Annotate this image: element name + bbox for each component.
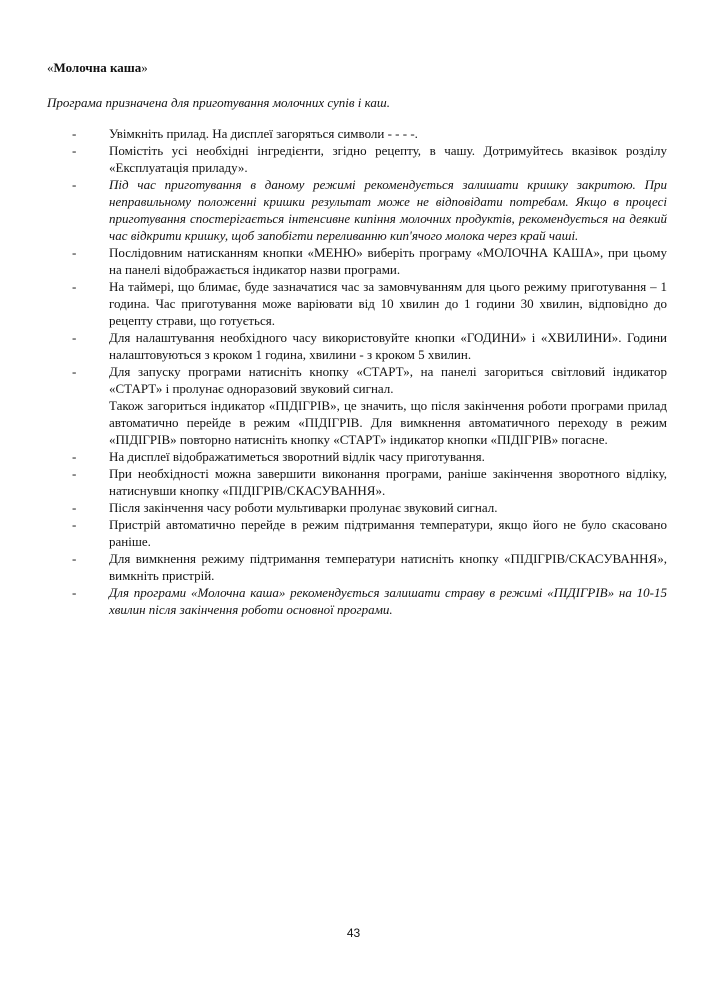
bullet-dash: -	[72, 449, 77, 464]
list-item-text: Для вимкнення режиму підтримання температури натисніть кнопку «ПІДІГРІВ/СКАСУВАННЯ», вимкніть пристрій.	[109, 551, 667, 583]
bullet-dash: -	[72, 585, 77, 600]
bullet-dash: -	[72, 245, 77, 260]
bullet-dash: -	[72, 364, 77, 379]
list-item	[72, 516, 667, 550]
list-item	[72, 142, 667, 176]
bullet-dash: -	[72, 126, 77, 141]
intro-text: Програма призначена для приготування молочних супів і каш.	[47, 95, 390, 110]
list-item-text: Послідовним натисканням кнопки «МЕНЮ» виберіть програму «МОЛОЧНА КАША», при цьому на панелі відображається індикатор назви програми.	[109, 245, 667, 277]
section-title	[47, 59, 148, 76]
bullet-dash: -	[72, 517, 77, 532]
page-number: 43	[346, 926, 361, 940]
bullet-dash: -	[72, 551, 77, 566]
list-item-text: При необхідності можна завершити виконання програми, раніше закінчення зворотного відліку, натиснувши кнопку «ПІДІГРІВ/СКАСУВАННЯ».	[109, 466, 667, 498]
bullet-dash: -	[72, 279, 77, 294]
title-suffix: »	[141, 60, 148, 75]
list-item-text: На таймері, що блимає, буде зазначатися час за замовчуванням для цього режиму приготування – 1 година. Час приготування може варіювати від 10 хвилин до 1 години 30 хвилин, відповідно до рецепту страви, що готується.	[109, 279, 667, 328]
title-prefix: «	[47, 60, 54, 75]
bullet-dash: -	[72, 330, 77, 345]
title-main: Молочна каша	[53, 60, 142, 75]
bullet-dash: -	[72, 500, 77, 515]
list-item-text: На дисплеї відображатиметься зворотний відлік часу приготування.	[109, 449, 485, 464]
list-item-text: Після закінчення часу роботи мультиварки пролунає звуковий сигнал.	[109, 500, 498, 515]
list-item-text: Для налаштування необхідного часу використовуйте кнопки «ГОДИНИ» і «ХВИЛИНИ». Години налаштовуються з кроком 1 година, хвилини - з кроком 5 хвилин.	[109, 330, 667, 362]
list-item-text: Під час приготування в даному режимі рекомендується залишати кришку закритою. При неправильному положенні кришки результат може не відповідати потребам. Якщо в процесі приготування спостерігається інтенсивне кипіння молочних продуктів, рекомендується на деякий час відкрити кришку, щоб запобігти переливанню кип'ячого молока через край чаші.	[109, 177, 667, 243]
list-item-text: Для програми «Молочна каша» рекомендується залишати страву в режимі «ПІДІГРІВ» на 10-15 хвилин після закінчення роботи основної програми.	[109, 585, 667, 617]
list-item	[72, 584, 667, 618]
list-item	[72, 125, 667, 142]
list-item-continuation: Також загориться індикатор «ПІДІГРІВ», це значить, що після закінчення роботи програми прилад автоматично перейде в режим «ПІДІГРІВ. Для вимкнення автоматичного переходу в режим «ПІДІГРІВ» повторно натисніть кнопку «СТАРТ» індикатор кнопки «ПІДІГРІВ» погасне.	[109, 398, 667, 447]
list-item	[72, 244, 667, 278]
list-item	[72, 499, 667, 516]
bullet-dash: -	[72, 143, 77, 158]
list-item	[72, 550, 667, 584]
bullet-dash: -	[72, 177, 77, 192]
list-item-body	[109, 363, 667, 448]
list-item	[72, 176, 667, 244]
list-item-text: Для запуску програми натисніть кнопку «СТАРТ», на панелі загориться світловий індикатор «СТАРТ» і пролунає одноразовий звуковий сигнал.	[109, 364, 667, 396]
bullet-dash: -	[72, 466, 77, 481]
list-item-text: Пристрій автоматично перейде в режим підтримання температури, якщо його не було скасовано раніше.	[109, 517, 667, 549]
list-item	[72, 329, 667, 363]
instruction-list	[72, 125, 667, 618]
list-item	[72, 465, 667, 499]
list-item-text: Помістіть усі необхідні інгредієнти, згідно рецепту, в чашу. Дотримуйтесь вказівок розділу «Експлуатація приладу».	[109, 143, 667, 175]
list-item	[72, 363, 667, 448]
list-item-text: Увімкніть прилад. На дисплеї загоряться символи - - - -.	[109, 126, 418, 141]
list-item	[72, 448, 667, 465]
list-item	[72, 278, 667, 329]
